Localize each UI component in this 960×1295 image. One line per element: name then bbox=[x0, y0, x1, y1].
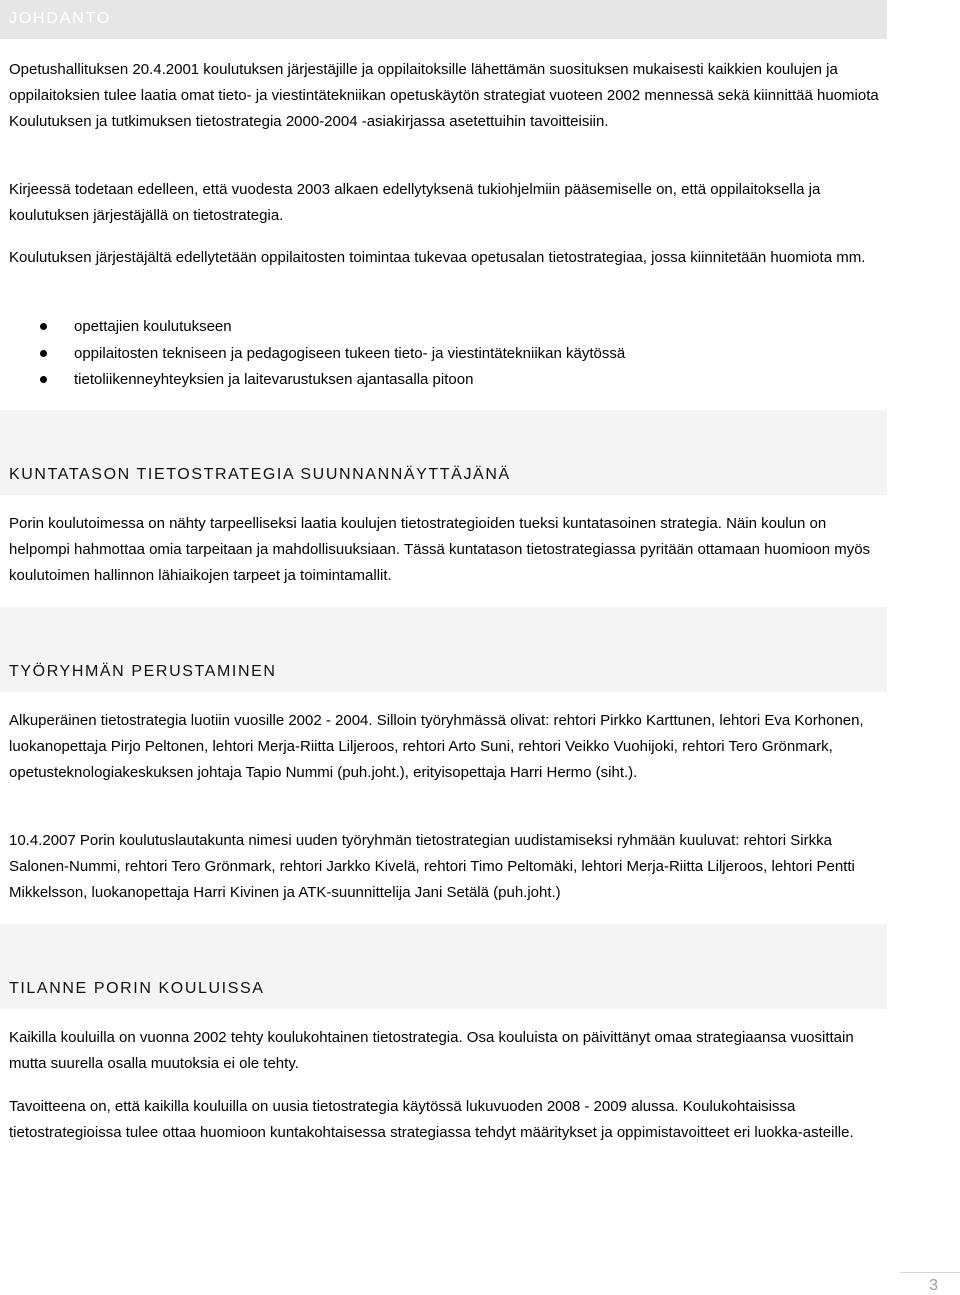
section-header-kuntataso bbox=[0, 410, 887, 495]
bullet-icon bbox=[40, 323, 47, 330]
list-item bbox=[0, 367, 880, 394]
section-title: TILANNE PORIN KOULUISSA bbox=[9, 980, 265, 997]
list-item-text: oppilaitosten tekniseen ja pedagogiseen tukeen tieto- ja viestintätekniikan käytössä bbox=[74, 344, 626, 362]
section-title: KUNTATASON TIETOSTRATEGIA SUUNNANNÄYTTÄJÄNÄ bbox=[9, 466, 511, 483]
paragraph: Alkuperäinen tietostrategia luotiin vuosille 2002 - 2004. Silloin työryhmässä olivat: rehtori Pirkko Karttunen, lehtori Eva Korhonen, luokanopettaja Pirjo Peltonen, lehtori Merja-Riitta Liljeroos, rehtori Arto Suni, rehtori Veikko Vuohijoki, rehtori Tero Grönmark, opetusteknologiakeskuksen johtaja Tapio Nummi (puh.joht.), erityisopettaja Harri Hermo (siht.). bbox=[9, 712, 864, 781]
list-item bbox=[0, 341, 880, 368]
paragraph: Tavoitteena on, että kaikilla kouluilla on uusia tietostrategia käytössä lukuvuoden 2008 - 2009 alussa. Koulukohtaisissa tietostrategioissa tulee ottaa huomioon kuntakohtaisessa strategiassa tehdyt määritykset ja oppimistavoitteet eri luokka-asteille. bbox=[9, 1098, 854, 1141]
section-header-intro bbox=[0, 0, 887, 39]
paragraph: Opetushallituksen 20.4.2001 koulutuksen järjestäjille ja oppilaitoksille lähettämän suosituksen mukaisesti kaikkien koulujen ja oppilaitoksien tulee laatia omat tieto- ja viestintätekniikan opetuskäytön strategiat vuoteen 2002 mennessä sekä kiinnittää huomiota Koulutuksen ja tutkimuksen tietostrategia 2000-2004 -asiakirjassa asetettuihin tavoitteisiin. bbox=[9, 61, 879, 130]
paragraph: Porin koulutoimessa on nähty tarpeelliseksi laatia koulujen tietostrategioiden tueksi kuntatasoinen strategia. Näin koulun on helpompi hahmottaa omia tarpeitaan ja mahdollisuuksiaan. Tässä kuntatason tietostrategiassa pyritään ottamaan huomioon myös koulutoimen hallinnon lähiaikojen tarpeet ja toimintamallit. bbox=[9, 515, 871, 584]
page-number: 3 bbox=[929, 1277, 938, 1294]
section-header-tyoryhma bbox=[0, 607, 887, 692]
list-item-text: opettajien koulutukseen bbox=[74, 318, 232, 335]
list-item-text: tietoliikenneyhteyksien ja laitevarustuksen ajantasalla pitoon bbox=[74, 371, 474, 388]
page-number-box bbox=[900, 1272, 960, 1294]
bullet-icon bbox=[40, 376, 47, 383]
bullet-list bbox=[0, 314, 880, 394]
bullet-icon bbox=[40, 350, 47, 357]
paragraph: 10.4.2007 Porin koulutuslautakunta nimesi uuden työryhmän tietostrategian uudistamiseksi ryhmään kuuluvat: rehtori Sirkka Salonen-Nummi, rehtori Tero Grönmark, rehtori Jarkko Kivelä, rehtori Timo Peltomäki, lehtori Merja-Riitta Liljeroos, lehtori Pentti Mikkelsson, luokanopettaja Harri Kivinen ja ATK-suunnittelija Jani Setälä (puh.joht.) bbox=[9, 832, 855, 901]
paragraph: Kaikilla kouluilla on vuonna 2002 tehty koulukohtainen tietostrategia. Osa kouluista on päivittänyt omaa strategiaansa vuosittain mutta suurella osalla muutoksia ei ole tehty. bbox=[9, 1029, 854, 1072]
section-header-tilanne bbox=[0, 924, 887, 1009]
paragraph: Koulutuksen järjestäjältä edellytetään oppilaitosten toimintaa tukevaa opetusalan tietostrategiaa, jossa kiinnitetään huomiota mm. bbox=[9, 249, 866, 266]
paragraph: Kirjeessä todetaan edelleen, että vuodesta 2003 alkaen edellytyksenä tukiohjelmiin pääsemiselle on, että oppilaitoksella ja koulutuksen järjestäjällä on tietostrategia. bbox=[9, 181, 821, 224]
list-item bbox=[0, 314, 880, 341]
section-title: JOHDANTO bbox=[9, 10, 112, 27]
section-title: TYÖRYHMÄN PERUSTAMINEN bbox=[9, 663, 277, 680]
